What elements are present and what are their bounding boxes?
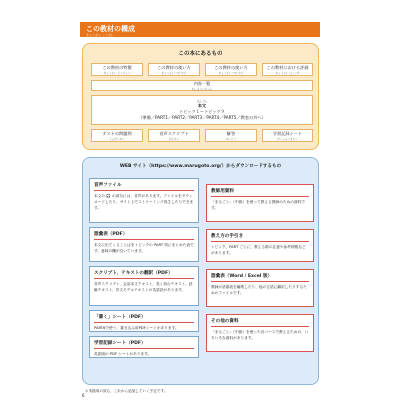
book-item-label: この教材における評価 bbox=[266, 64, 309, 70]
page-title-ruby: きょうざい こうせい bbox=[86, 33, 114, 37]
book-item-ruby: きょうざい つか かた bbox=[218, 71, 244, 75]
card-teaching-guide bbox=[206, 229, 314, 262]
book-item-test-examples bbox=[91, 129, 143, 142]
book-item-usage-1 bbox=[148, 63, 200, 76]
card-other-materials bbox=[206, 314, 314, 352]
main-text-topics: トピック１〜トピック９ bbox=[179, 109, 225, 114]
book-item-main-text bbox=[91, 95, 313, 125]
card-teacher-materials bbox=[206, 184, 314, 222]
card-body: 英語版の PDF シートがあります。 bbox=[94, 351, 152, 356]
main-text-parts: （準備／PART1／PART2／PART3／PART4／PART5／教室の外へ） bbox=[138, 115, 266, 120]
card-body: 「まるごと」（中級）を使って教える教師のための資料です。 bbox=[211, 199, 306, 210]
book-item-ruby: ほんぶん bbox=[196, 100, 208, 103]
book-item-contents-list bbox=[91, 80, 313, 91]
card-body: 「まるごと」（中級）を使った各コースで教えるための、いろいろな資料があります。 bbox=[211, 329, 309, 340]
card-study-record-pdf bbox=[89, 336, 199, 358]
card-title: 学習記録シート（PDF） bbox=[94, 340, 194, 349]
card-title: 「書く」シート（PDF） bbox=[94, 314, 194, 323]
book-item-features bbox=[91, 63, 143, 76]
book-item-ruby: きょうざい つか かた bbox=[161, 71, 187, 75]
card-audio-files bbox=[89, 178, 199, 223]
card-title: 音声ファイル bbox=[94, 182, 194, 191]
book-item-ruby: きょうざい ひょうか bbox=[275, 71, 300, 75]
page-number: 6 bbox=[82, 393, 85, 398]
book-item-label: 解答 bbox=[226, 130, 236, 136]
web-section-heading: WEB サイト（https://www.marugoto.org/）からダウンロードするもの bbox=[119, 164, 282, 169]
book-item-label: この教材の特徴 bbox=[102, 64, 132, 70]
book-item-ruby: おんせい bbox=[168, 137, 180, 141]
book-item-label: 学習記録シート bbox=[272, 130, 303, 136]
card-title: その他の資料 bbox=[211, 318, 309, 327]
card-body: 本文の 🎧 の部分には、音声があります。ファイルをダウンロードしたり、サイト上でストリーミング再生したりできます。 bbox=[94, 193, 194, 210]
book-item-audio-script bbox=[148, 129, 200, 142]
book-item-ruby: ないよういちらん bbox=[191, 87, 213, 91]
book-item-ruby: もんだいれい bbox=[109, 137, 125, 141]
book-item-ruby: がくしゅうきろく bbox=[277, 137, 298, 141]
card-title: 語彙表（PDF） bbox=[94, 231, 194, 240]
book-item-label: テストの問題例 bbox=[102, 130, 132, 136]
card-body: 教師が語彙表を編集したり、他の言語に翻訳したりするためのファイルです。 bbox=[211, 284, 307, 295]
card-body: トピック、PART ごとに、教える際の注意や参考情報などがあります。 bbox=[211, 244, 306, 255]
book-item-usage-2 bbox=[205, 63, 257, 76]
book-item-evaluation bbox=[262, 63, 313, 76]
book-item-label: この教材の使い方 bbox=[157, 64, 191, 70]
web-downloads-section bbox=[82, 157, 319, 385]
card-title: 語彙表（Word / Excel 版） bbox=[211, 273, 309, 282]
page-title-text: この教材の構成 bbox=[86, 25, 135, 33]
book-section-heading: この本にあるもの bbox=[178, 51, 223, 57]
book-item-answers bbox=[205, 129, 257, 142]
card-title: スクリプト、テキストの翻訳（PDF） bbox=[94, 270, 194, 279]
footnote: ＊実践用の試も、これから追加していく予定です。 bbox=[85, 389, 168, 393]
book-item-label: 本文 bbox=[197, 103, 207, 108]
book-item-study-record bbox=[262, 129, 313, 142]
card-body: PART6で使う、書き込み用PDFシートがあります。 bbox=[94, 325, 179, 330]
card-title: 教師用資料 bbox=[211, 188, 309, 197]
book-item-label: 音声スクリプト bbox=[159, 130, 189, 136]
book-item-ruby: かいとう bbox=[225, 137, 237, 141]
page-title bbox=[80, 22, 320, 37]
card-vocab-pdf bbox=[89, 227, 199, 262]
card-vocab-editable bbox=[206, 269, 314, 307]
book-item-ruby: きょうざい とくちょう bbox=[103, 71, 131, 75]
card-title: 教え方の手引き bbox=[211, 233, 309, 242]
card-script-translation bbox=[89, 266, 199, 306]
book-item-label: この教材の使い方 bbox=[214, 64, 248, 70]
card-body: 本文に出てくることばをトピックの PART 別にまとめた表です。意味の欄が空いています。 bbox=[94, 242, 194, 253]
book-contents-section bbox=[82, 43, 319, 150]
book-item-label: 内容一覧 bbox=[193, 80, 211, 86]
card-body: 音声スクリプト、会話本文テキスト、長く読むテキスト、読解テキスト、作文モデルテキストの英語訳があります。 bbox=[94, 281, 193, 292]
card-writing-sheet bbox=[89, 310, 199, 332]
